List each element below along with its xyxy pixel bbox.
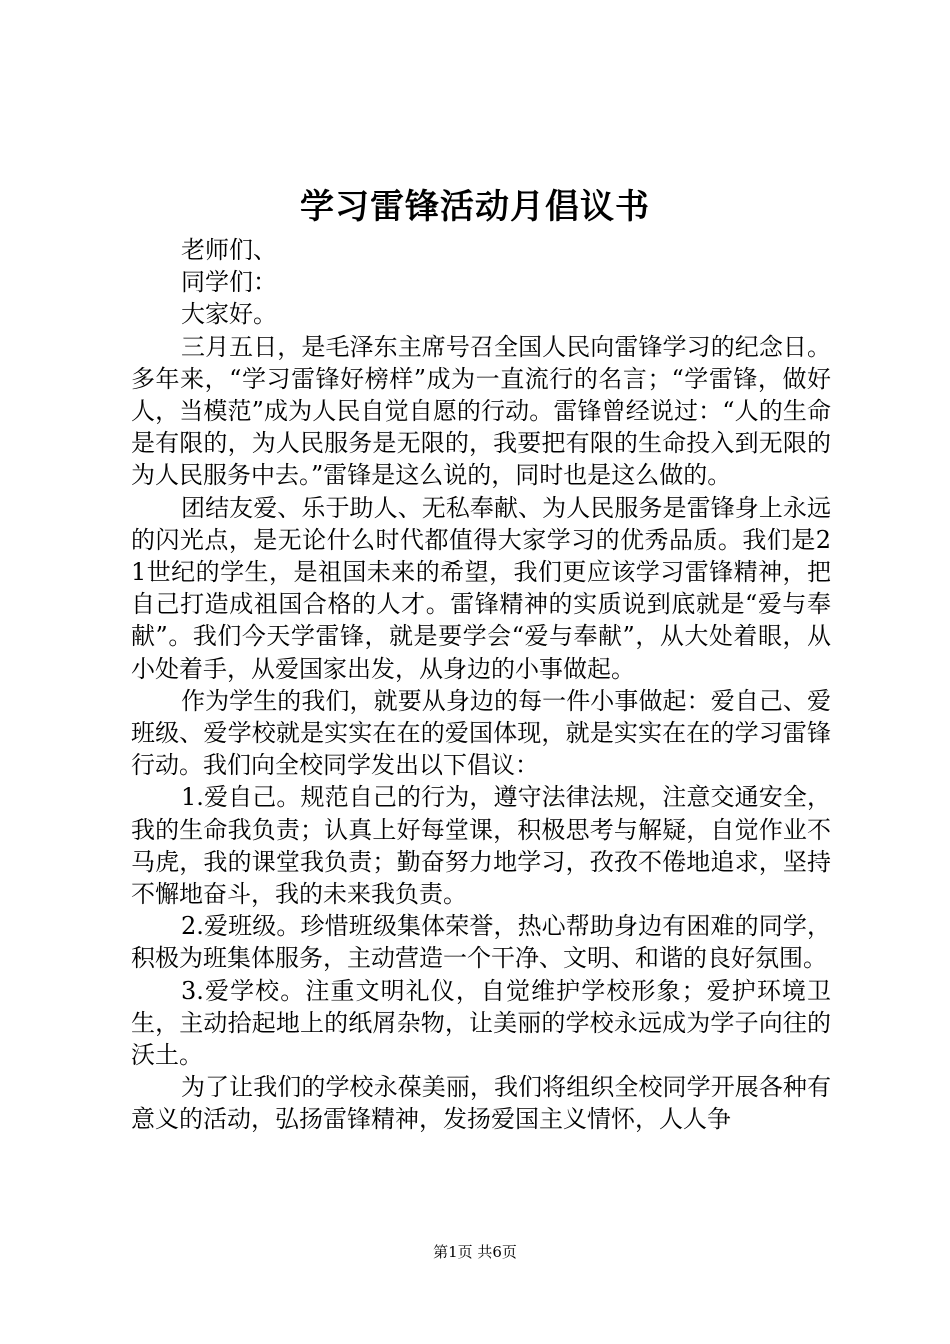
salutation-teachers: 老师们、	[181, 236, 277, 264]
document-title: 学习雷锋活动月倡议书	[300, 187, 650, 227]
document-body	[131, 234, 831, 1136]
proposal-item-3: 3.爱学校。注重文明礼仪，自觉维护学校形象；爱护环境卫生，主动拾起地上的纸屑杂物，让美丽的学校永远成为学子向往的沃土。	[131, 976, 831, 1070]
salutation-students: 同学们：	[181, 268, 277, 297]
proposal-item-1: 1.爱自己。规范自己的行为，遵守法律法规，注意交通安全，我的生命我负责；认真上好每堂课，积极思考与解疑，自觉作业不马虎，我的课堂我负责；勤奋努力地学习，孜孜不倦地追求，坚持不懈地奋斗，我的未来我负责。	[131, 783, 831, 909]
paragraph-spirit: 团结友爱、乐于助人、无私奉献、为人民服务是雷锋身上永远的闪光点，是无论什么时代都值得大家学习的优秀品质。我们是21世纪的学生，是祖国未来的希望，我们更应该学习雷锋精神，把自己打造成祖国合格的人才。雷锋精神的实质说到底就是“爱与奉献”。我们今天学雷锋，就是要学会“爱与奉献”，从大处着眼，从小处着手，从爱国家出发，从身边的小事做起。	[131, 493, 831, 683]
paragraph-intro: 三月五日，是毛泽东主席号召全国人民向雷锋学习的纪念日。多年来，“学习雷锋好榜样”成为一直流行的名言；“学雷锋，做好人，当模范”成为人民自觉自愿的行动。雷锋曾经说过：“人的生命是有限的，为人民服务是无限的，我要把有限的生命投入到无限的为人民服务中去。”雷锋是这么说的，同时也是这么做的。	[131, 332, 831, 490]
proposal-item-2: 2.爱班级。珍惜班级集体荣誉，热心帮助身边有困难的同学，积极为班集体服务，主动营造一个干净、文明、和谐的良好氛围。	[131, 912, 831, 973]
greeting: 大家好。	[181, 300, 277, 329]
paragraph-closing: 为了让我们的学校永葆美丽，我们将组织全校同学开展各种有意义的活动，弘扬雷锋精神，发扬爱国主义情怀，人人争	[131, 1073, 831, 1134]
paragraph-call: 作为学生的我们，就要从身边的每一件小事做起：爱自己、爱班级、爱学校就是实实在在的爱国体现，就是实实在在的学习雷锋行动。我们向全校同学发出以下倡议：	[131, 686, 831, 780]
page-footer: 第1页 共6页	[433, 1243, 517, 1261]
